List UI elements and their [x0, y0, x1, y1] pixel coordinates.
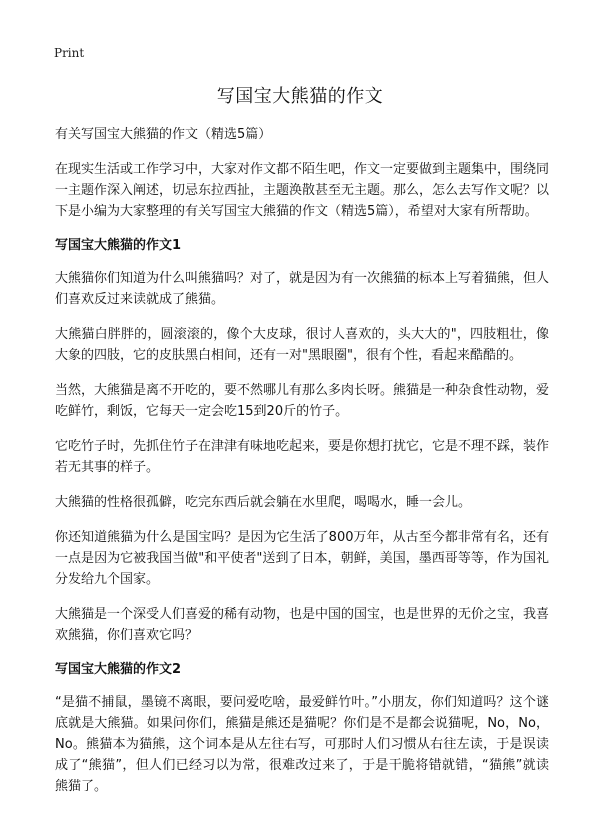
section-heading-2: 写国宝大熊猫的作文2: [55, 662, 182, 677]
paragraph: 大熊猫白胖胖的，圆滚滚的，像个大皮球，很讨人喜欢的，头大大的"，四肢粗壮，像大象的四肢，它的皮肤黑白相间，还有一对"黑眼圈"，很有个性，看起来酷酷的。: [55, 327, 549, 363]
paragraph: 当然，大熊猫是离不开吃的，要不然哪儿有那么多肉长呀。熊猫是一种杂食性动物，爱吃鲜竹，剩饭，它每天一定会吃15到20斤的竹子。: [55, 383, 550, 419]
page-title: 写国宝大熊猫的作文: [216, 86, 384, 107]
section-heading-1: 写国宝大熊猫的作文1: [55, 238, 182, 253]
paragraph: 你还知道熊猫为什么是国宝吗？是因为它生活了800万年，从古至今都非常有名，还有一点是因为它被我国当做"和平使者"送到了日本，朝鲜，美国，墨西哥等等，作为国礼分发给九个国家。: [55, 530, 549, 587]
paragraph: “是猫不捕鼠，墨镜不离眼，要问爱吃啥，最爱鲜竹叶。”小朋友，你们知道吗？这个谜底就是大熊猫。如果问你们，熊猫是熊还是猫呢？你们是不是都会说猫呢，No，No，No。熊猫本为猫熊，这个词本是从左往右写，可那时人们习惯从右往左读，于是误读成了“熊猫”，但人们已经习以为常，很难改过来了，于是干脆将错就错，“猫熊”就读熊猫了。: [55, 695, 549, 794]
intro-paragraph: 在现实生活或工作学习中，大家对作文都不陌生吧，作文一定要做到主题集中，围绕同一主题作深入阐述，切忌东拉西扯，主题涣散甚至无主题。那么，怎么去写作文呢？以下是小编为大家整理的有关写国宝大熊猫的作文（精选5篇），希望对大家有所帮助。: [55, 162, 550, 219]
paragraph: 大熊猫的性格很孤僻，吃完东西后就会躺在水里爬，喝喝水，睡一会儿。: [55, 495, 472, 510]
article-subtitle: 有关写国宝大熊猫的作文（精选5篇）: [55, 127, 272, 142]
paragraph: 它吃竹子时，先抓住竹子在津津有味地吃起来，要是你想打扰它，它是不理不踩，装作若无其事的样子。: [55, 439, 550, 475]
paragraph: 大熊猫你们知道为什么叫熊猫吗？对了，就是因为有一次熊猫的标本上写着猫熊，但人们喜欢反过来读就成了熊猫。: [55, 271, 550, 307]
paragraph: 大熊猫是一个深受人们喜爱的稀有动物，也是中国的国宝，也是世界的无价之宝，我喜欢熊猫，你们喜欢它吗？: [55, 607, 550, 643]
print-link[interactable]: Print: [54, 46, 85, 60]
article-body: [55, 124, 549, 811]
